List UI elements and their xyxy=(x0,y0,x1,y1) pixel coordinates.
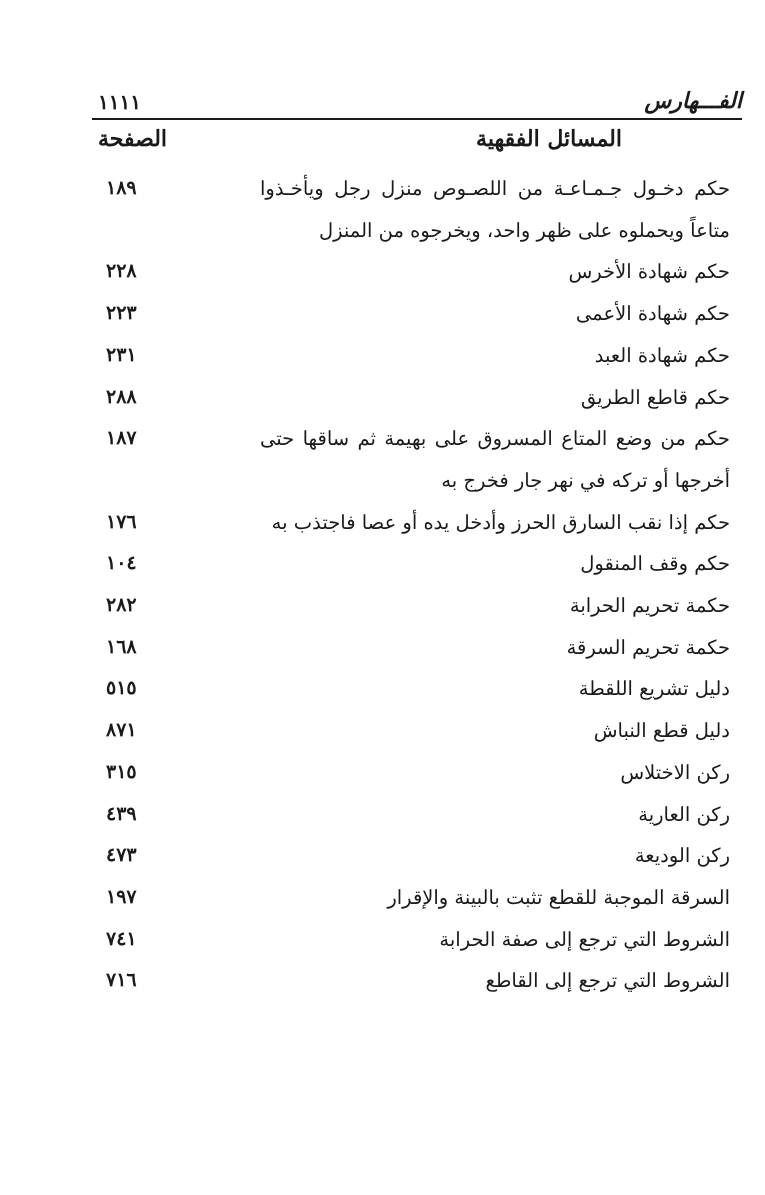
index-entry xyxy=(92,543,742,585)
entry-page-number: ٤٣٩ xyxy=(106,802,137,825)
entry-topic: حكم من وضع المتاع المسروق على بهيمة ثم ساقها حتى أخرجها أو تركه في نهر جار فخرج به xyxy=(260,427,730,492)
entry-page-number: ٢٢٨ xyxy=(106,260,137,283)
running-header xyxy=(92,88,742,118)
entry-page-number: ١٨٩ xyxy=(106,177,137,199)
index-entry xyxy=(92,960,742,1002)
running-title: الفـــهارس xyxy=(644,88,742,114)
entry-topic: حكم دخـول جـمـاعـة من اللصـوص منزل رجل ويأخـذوا متاعاً ويحملوه على ظهر واحد، ويخرجوه من المنزل xyxy=(260,177,730,242)
index-entry xyxy=(92,585,742,627)
entry-page-number: ٥١٥ xyxy=(106,677,137,700)
entry-page-number: ١٧٦ xyxy=(106,510,137,533)
index-list xyxy=(92,168,742,1002)
entry-page-number: ٢٨٨ xyxy=(106,385,137,408)
entry-topic: حكم شهادة العبد xyxy=(594,343,730,367)
entry-page-number: ٧٤١ xyxy=(106,927,137,950)
index-entry xyxy=(92,377,742,419)
index-entry xyxy=(92,335,742,377)
column-header-page: الصفحة xyxy=(98,126,168,152)
entry-page-number: ٨٧١ xyxy=(106,719,137,742)
column-headers xyxy=(92,120,742,168)
entry-page-number: ٢٨٢ xyxy=(106,594,137,617)
entry-topic: السرقة الموجبة للقطع تثبت بالبينة والإقرار xyxy=(387,885,730,909)
index-entry xyxy=(92,752,742,794)
index-entry xyxy=(92,168,742,251)
entry-topic: دليل قطع النباش xyxy=(593,719,730,743)
entry-topic: حكم إذا نقب السارق الحرز وأدخل يده أو عصا فاجتذب به xyxy=(271,510,730,534)
entry-page-number: ١٩٧ xyxy=(106,885,137,908)
entry-topic: الشروط التي ترجع إلى القاطع xyxy=(485,969,730,993)
entry-page-number: ١٠٤ xyxy=(106,552,137,575)
index-entry xyxy=(92,919,742,961)
entry-page-number: ٣١٥ xyxy=(106,760,137,783)
entry-topic: حكمة تحريم السرقة xyxy=(566,635,730,659)
entry-page-number: ٤٧٣ xyxy=(106,844,137,867)
entry-page-number: ١٦٨ xyxy=(106,635,137,658)
entry-topic: دليل تشريع اللقطة xyxy=(578,677,730,701)
entry-topic: الشروط التي ترجع إلى صفة الحرابة xyxy=(439,927,730,951)
index-entry xyxy=(92,502,742,544)
entry-topic: حكم شهادة الأخرس xyxy=(568,260,730,284)
entry-topic: ركن العارية xyxy=(638,802,730,826)
index-entry xyxy=(92,710,742,752)
page-number: ١١١١ xyxy=(98,90,141,114)
index-entry xyxy=(92,251,742,293)
index-entry xyxy=(92,835,742,877)
entry-topic: ركن الاختلاس xyxy=(620,760,730,784)
entry-page-number: ٢٣١ xyxy=(106,343,137,366)
entry-topic: حكم قاطع الطريق xyxy=(580,385,730,409)
index-entry xyxy=(92,418,742,501)
column-header-topic: المسائل الفقهية xyxy=(476,126,622,152)
entry-topic: حكم وقف المنقول xyxy=(580,552,730,576)
index-entry xyxy=(92,293,742,335)
index-page xyxy=(92,88,742,1002)
entry-page-number: ١٨٧ xyxy=(106,427,137,450)
entry-page-number: ٢٢٣ xyxy=(106,302,137,325)
entry-topic: حكم شهادة الأعمى xyxy=(575,302,730,326)
entry-page-number: ٧١٦ xyxy=(106,969,137,992)
index-entry xyxy=(92,668,742,710)
entry-topic: ركن الوديعة xyxy=(634,844,730,868)
index-entry xyxy=(92,877,742,919)
entry-topic: حكمة تحريم الحرابة xyxy=(569,594,730,618)
index-entry xyxy=(92,794,742,836)
index-entry xyxy=(92,627,742,669)
